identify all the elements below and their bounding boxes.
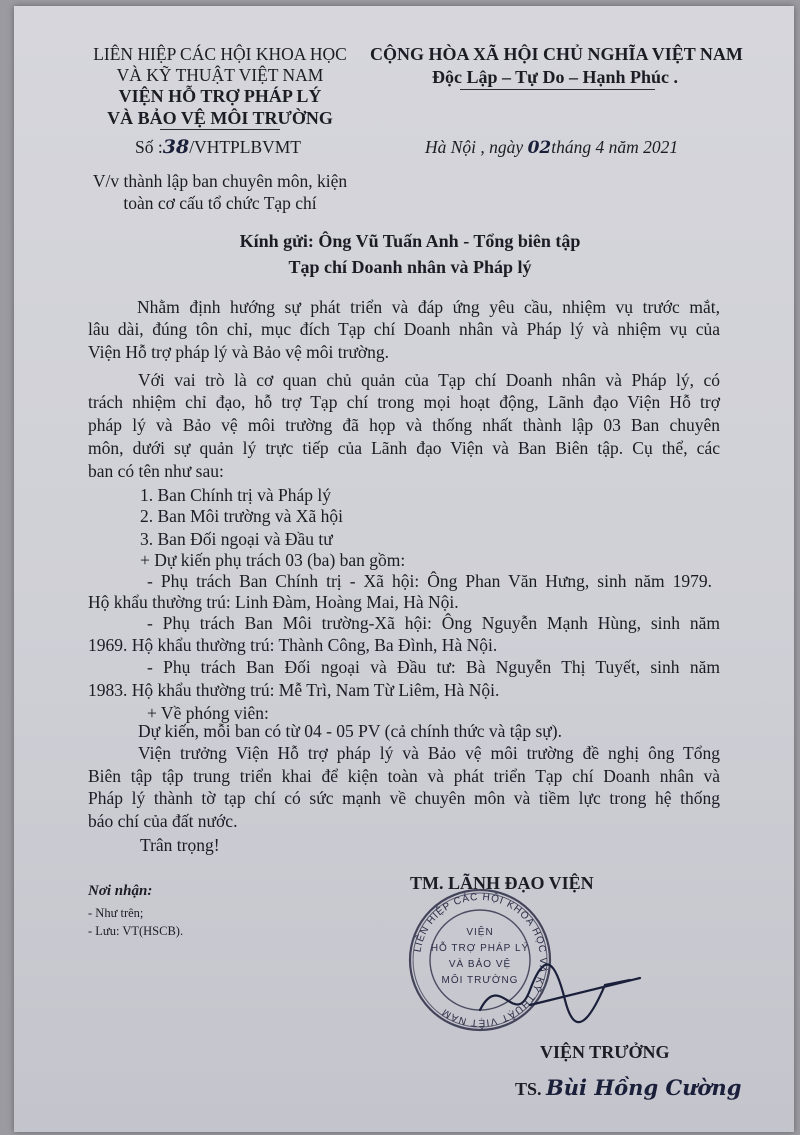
signer-title: TM. LÃNH ĐẠO VIỆN: [410, 873, 594, 893]
seal-outer-text: LIÊN HIỆP CÁC HỘI KHOA HỌC VÀ KỸ THUẬT VIỆT NAM: [412, 891, 549, 1029]
subject-line2: toàn cơ cấu tổ chức Tạp chí: [123, 193, 317, 213]
body-line: Dự kiến, mỗi ban có từ 04 - 05 PV (cả chính thức và tập sự).: [138, 721, 562, 741]
doc-number-suffix: /VHTPLBVMT: [189, 137, 301, 157]
national-motto: Độc Lập – Tự Do – Hạnh Phúc .: [431, 67, 678, 87]
recipient-line2: Tạp chí Doanh nhân và Pháp lý: [288, 257, 532, 277]
body-line: Với vai trò là cơ quan chủ quản của Tạp chí Doanh nhân và Pháp lý, có: [138, 370, 720, 390]
body-line: lâu dài, đúng tôn chỉ, mục đích Tạp chí Doanh nhân và Pháp lý và nhiệm vụ của: [88, 319, 720, 339]
body-line: 3. Ban Đối ngoại và Đầu tư: [140, 529, 333, 549]
body-line: môn, dưới sự quản lý trực tiếp của Lãnh đạo Viện và Ban Biên tập. Cụ thể, các: [88, 438, 720, 458]
body-line: trách nhiệm chỉ đạo, hỗ trợ Tạp chí trong mọi hoạt động, Lãnh đạo Viện Hỗ trợ: [88, 392, 720, 412]
org-parent-line2: VÀ KỸ THUẬT VIỆT NAM: [116, 65, 324, 85]
date-prefix: Hà Nội , ngày: [425, 137, 524, 157]
document-date: [425, 136, 678, 159]
body-line: + Về phóng viên:: [147, 703, 269, 723]
body-line: + Dự kiến phụ trách 03 (ba) ban gồm:: [140, 550, 406, 570]
signature-icon: [470, 950, 650, 1040]
signer-position: VIỆN TRƯỞNG: [540, 1042, 670, 1062]
body-line: Hộ khẩu thường trú: Linh Đàm, Hoàng Mai, Hà Nội.: [88, 592, 459, 612]
country-name: CỘNG HÒA XÃ HỘI CHỦ NGHĨA VIỆT NAM: [370, 44, 743, 64]
org-name-line1: VIỆN HỖ TRỢ PHÁP LÝ: [118, 86, 322, 106]
signer-name: [515, 1075, 741, 1100]
seal-inner-line1: VIỆN: [466, 927, 494, 938]
org-underline: [160, 129, 280, 130]
body-line: 1983. Hộ khẩu thường trú: Mễ Trì, Nam Từ Liêm, Hà Nội.: [88, 680, 500, 700]
motto-underline: [460, 89, 655, 90]
date-suffix: tháng 4 năm 2021: [551, 137, 679, 157]
recipient-item-1: - Như trên;: [88, 906, 144, 920]
seal-inner-line2: HỖ TRỢ PHÁP LÝ: [430, 943, 530, 954]
seal-inner-line4: MÔI TRƯỜNG: [441, 975, 519, 986]
seal-inner-line3: VÀ BẢO VỆ: [448, 959, 512, 970]
doc-number-handwritten: 38: [162, 136, 190, 158]
body-line: - Phụ trách Ban Chính trị - Xã hội: Ông Phan Văn Hưng, sinh năm 1979.: [147, 571, 712, 591]
body-line: ban có tên như sau:: [88, 461, 224, 481]
recipient-line1: Kính gửi: Ông Vũ Tuấn Anh - Tổng biên tập: [239, 231, 581, 251]
body-line: Viện trưởng Viện Hỗ trợ pháp lý và Bảo vệ môi trường đề nghị ông Tổng: [138, 743, 720, 763]
org-parent-line1: LIÊN HIỆP CÁC HỘI KHOA HỌC: [93, 44, 347, 64]
body-line: Biên tập tập trung triển khai để kiện toàn và phát triển Tạp chí Doanh nhân và: [88, 766, 720, 786]
body-line: 1969. Hộ khẩu thường trú: Thành Công, Ba Đình, Hà Nội.: [88, 635, 498, 655]
body-line: pháp lý và Bảo vệ môi trường đã họp và thống nhất thành lập 03 Ban chuyên: [88, 415, 720, 435]
body-line: - Phụ trách Ban Môi trường-Xã hội: Ông Nguyễn Mạnh Hùng, sinh năm: [147, 613, 720, 633]
body-line: 2. Ban Môi trường và Xã hội: [140, 506, 343, 526]
recipients-title: Nơi nhận:: [88, 883, 153, 899]
signer-name-handwritten: Bùi Hồng Cường: [546, 1075, 742, 1100]
subject-line1: V/v thành lập ban chuyên môn, kiện: [92, 171, 348, 191]
doc-number-prefix: Số :: [135, 137, 163, 157]
body-line: Trân trọng!: [140, 835, 220, 855]
body-line: - Phụ trách Ban Đối ngoại và Đầu tư: Bà Nguyễn Thị Tuyết, sinh năm: [147, 657, 720, 677]
body-line: Nhằm định hướng sự phát triển và đáp ứng yêu cầu, nhiệm vụ trước mắt,: [137, 297, 720, 317]
signer-prefix: TS.: [515, 1079, 542, 1099]
body-line: Viện Hỗ trợ pháp lý và Bảo vệ môi trường.: [88, 342, 390, 362]
body-line: Pháp lý thành tờ tạp chí có sức mạnh về chuyên môn và tiềm lực trong hệ thống: [88, 788, 720, 808]
org-name-line2: VÀ BẢO VỆ MÔI TRƯỜNG: [107, 108, 333, 128]
date-day-handwritten: 02: [527, 138, 552, 158]
body-line: báo chí của đất nước.: [88, 811, 238, 831]
document-number: [135, 136, 301, 158]
body-line: 1. Ban Chính trị và Pháp lý: [140, 485, 332, 505]
recipient-item-2: - Lưu: VT(HSCB).: [88, 924, 184, 938]
